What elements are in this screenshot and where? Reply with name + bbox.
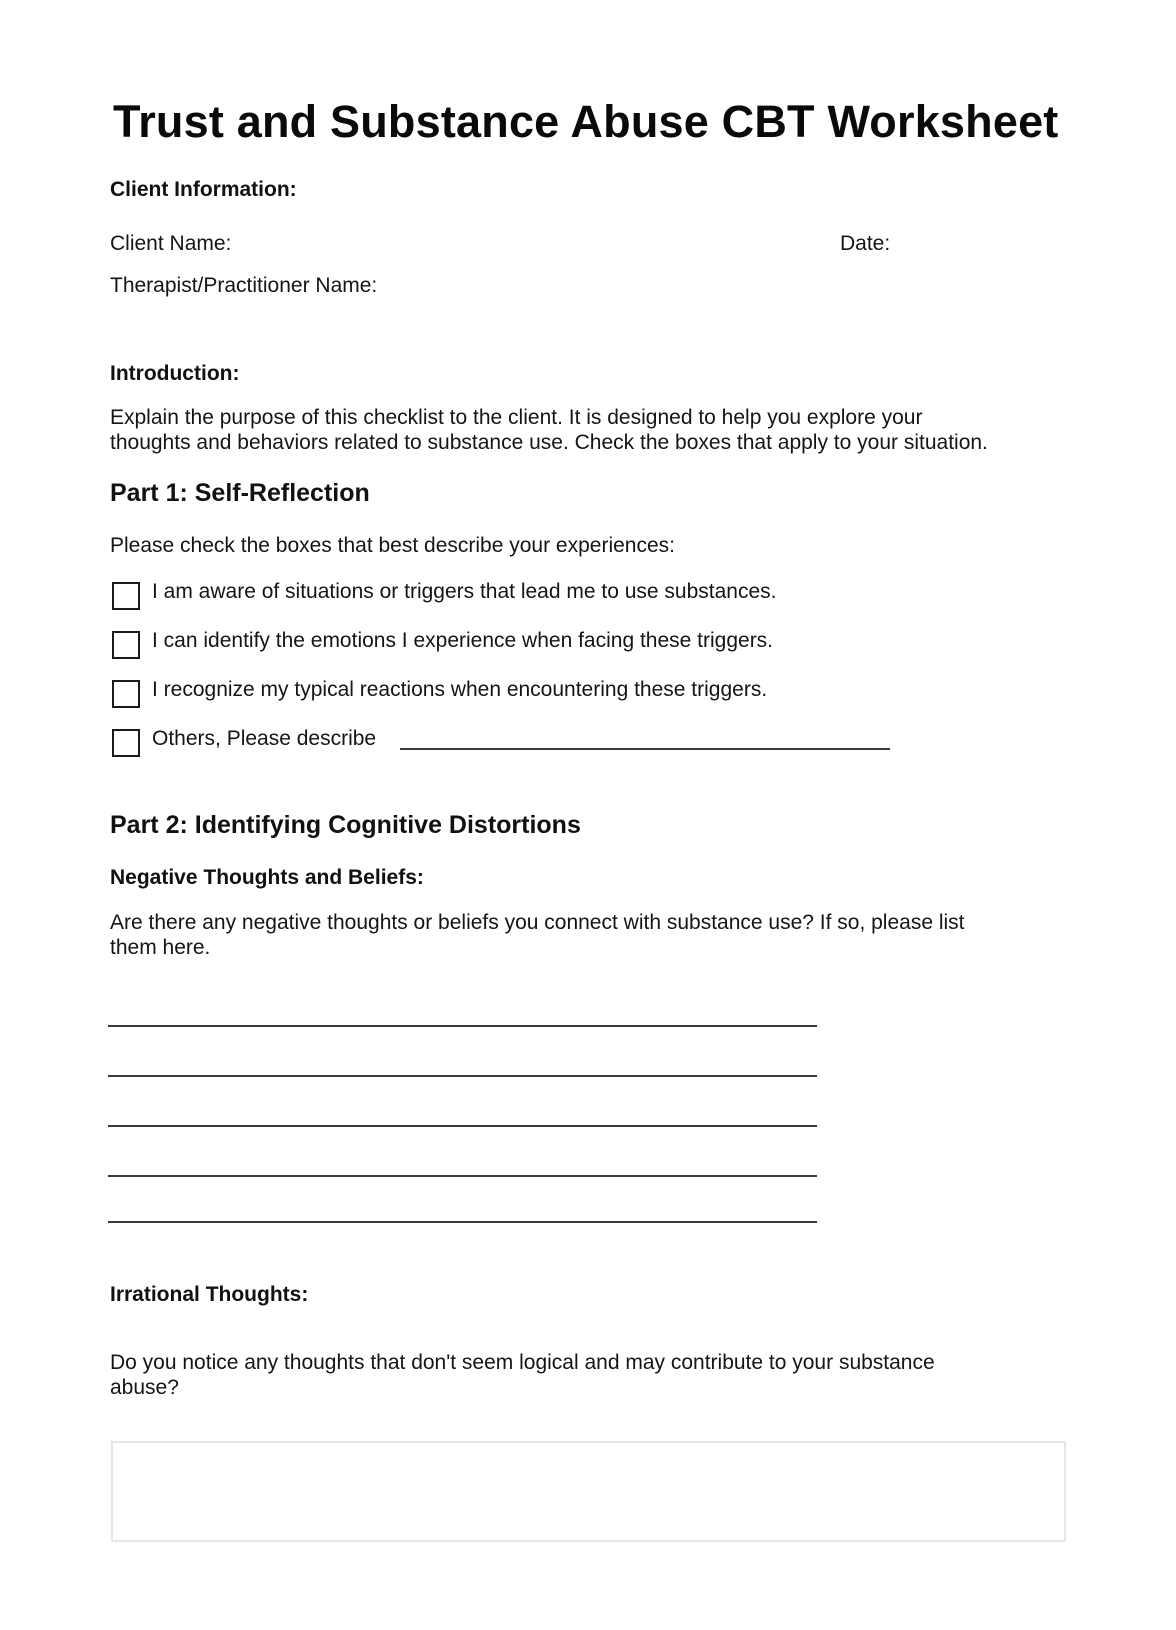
- document-title: Trust and Substance Abuse CBT Worksheet: [113, 96, 1059, 147]
- date-label: Date:: [840, 232, 891, 255]
- part1-heading: Part 1: Self-Reflection: [110, 479, 370, 507]
- answer-line[interactable]: [108, 1025, 817, 1027]
- checkbox-identify-emotions[interactable]: [112, 631, 140, 659]
- checklist-item-label: Others, Please describe: [152, 727, 377, 750]
- negative-thoughts-prompt-line-1: Are there any negative thoughts or beliefs you connect with substance use? If so, please list: [110, 911, 965, 934]
- therapist-name-label: Therapist/Practitioner Name:: [110, 274, 378, 297]
- introduction-text-line-2: thoughts and behaviors related to substance use. Check the boxes that apply to your situation.: [110, 431, 988, 454]
- client-name-label: Client Name:: [110, 232, 232, 255]
- checkbox-triggers-awareness[interactable]: [112, 582, 140, 610]
- part1-instruction: Please check the boxes that best describe your experiences:: [110, 534, 675, 557]
- irrational-thoughts-prompt-line-1: Do you notice any thoughts that don't seem logical and may contribute to your substance: [110, 1351, 935, 1374]
- answer-line[interactable]: [108, 1125, 817, 1127]
- negative-thoughts-prompt-line-2: them here.: [110, 936, 211, 959]
- answer-line[interactable]: [108, 1075, 817, 1077]
- checkbox-recognize-reactions[interactable]: [112, 680, 140, 708]
- irrational-thoughts-heading: Irrational Thoughts:: [110, 1283, 309, 1306]
- introduction-heading: Introduction:: [110, 362, 240, 385]
- checklist-item-label: I can identify the emotions I experience when facing these triggers.: [152, 629, 774, 652]
- part2-heading: Part 2: Identifying Cognitive Distortions: [110, 811, 581, 839]
- answer-line[interactable]: [108, 1175, 817, 1177]
- introduction-text-line-1: Explain the purpose of this checklist to the client. It is designed to help you explore your: [110, 406, 923, 429]
- others-describe-line[interactable]: [400, 748, 890, 750]
- irrational-thoughts-prompt-line-2: abuse?: [110, 1376, 179, 1399]
- checklist-item-label: I recognize my typical reactions when encountering these triggers.: [152, 678, 768, 701]
- negative-thoughts-heading: Negative Thoughts and Beliefs:: [110, 866, 424, 889]
- checklist-item-label: I am aware of situations or triggers that lead me to use substances.: [152, 580, 777, 603]
- answer-line[interactable]: [108, 1221, 817, 1223]
- irrational-thoughts-answer-box[interactable]: [111, 1441, 1066, 1542]
- checkbox-others[interactable]: [112, 729, 140, 757]
- client-information-heading: Client Information:: [110, 178, 297, 201]
